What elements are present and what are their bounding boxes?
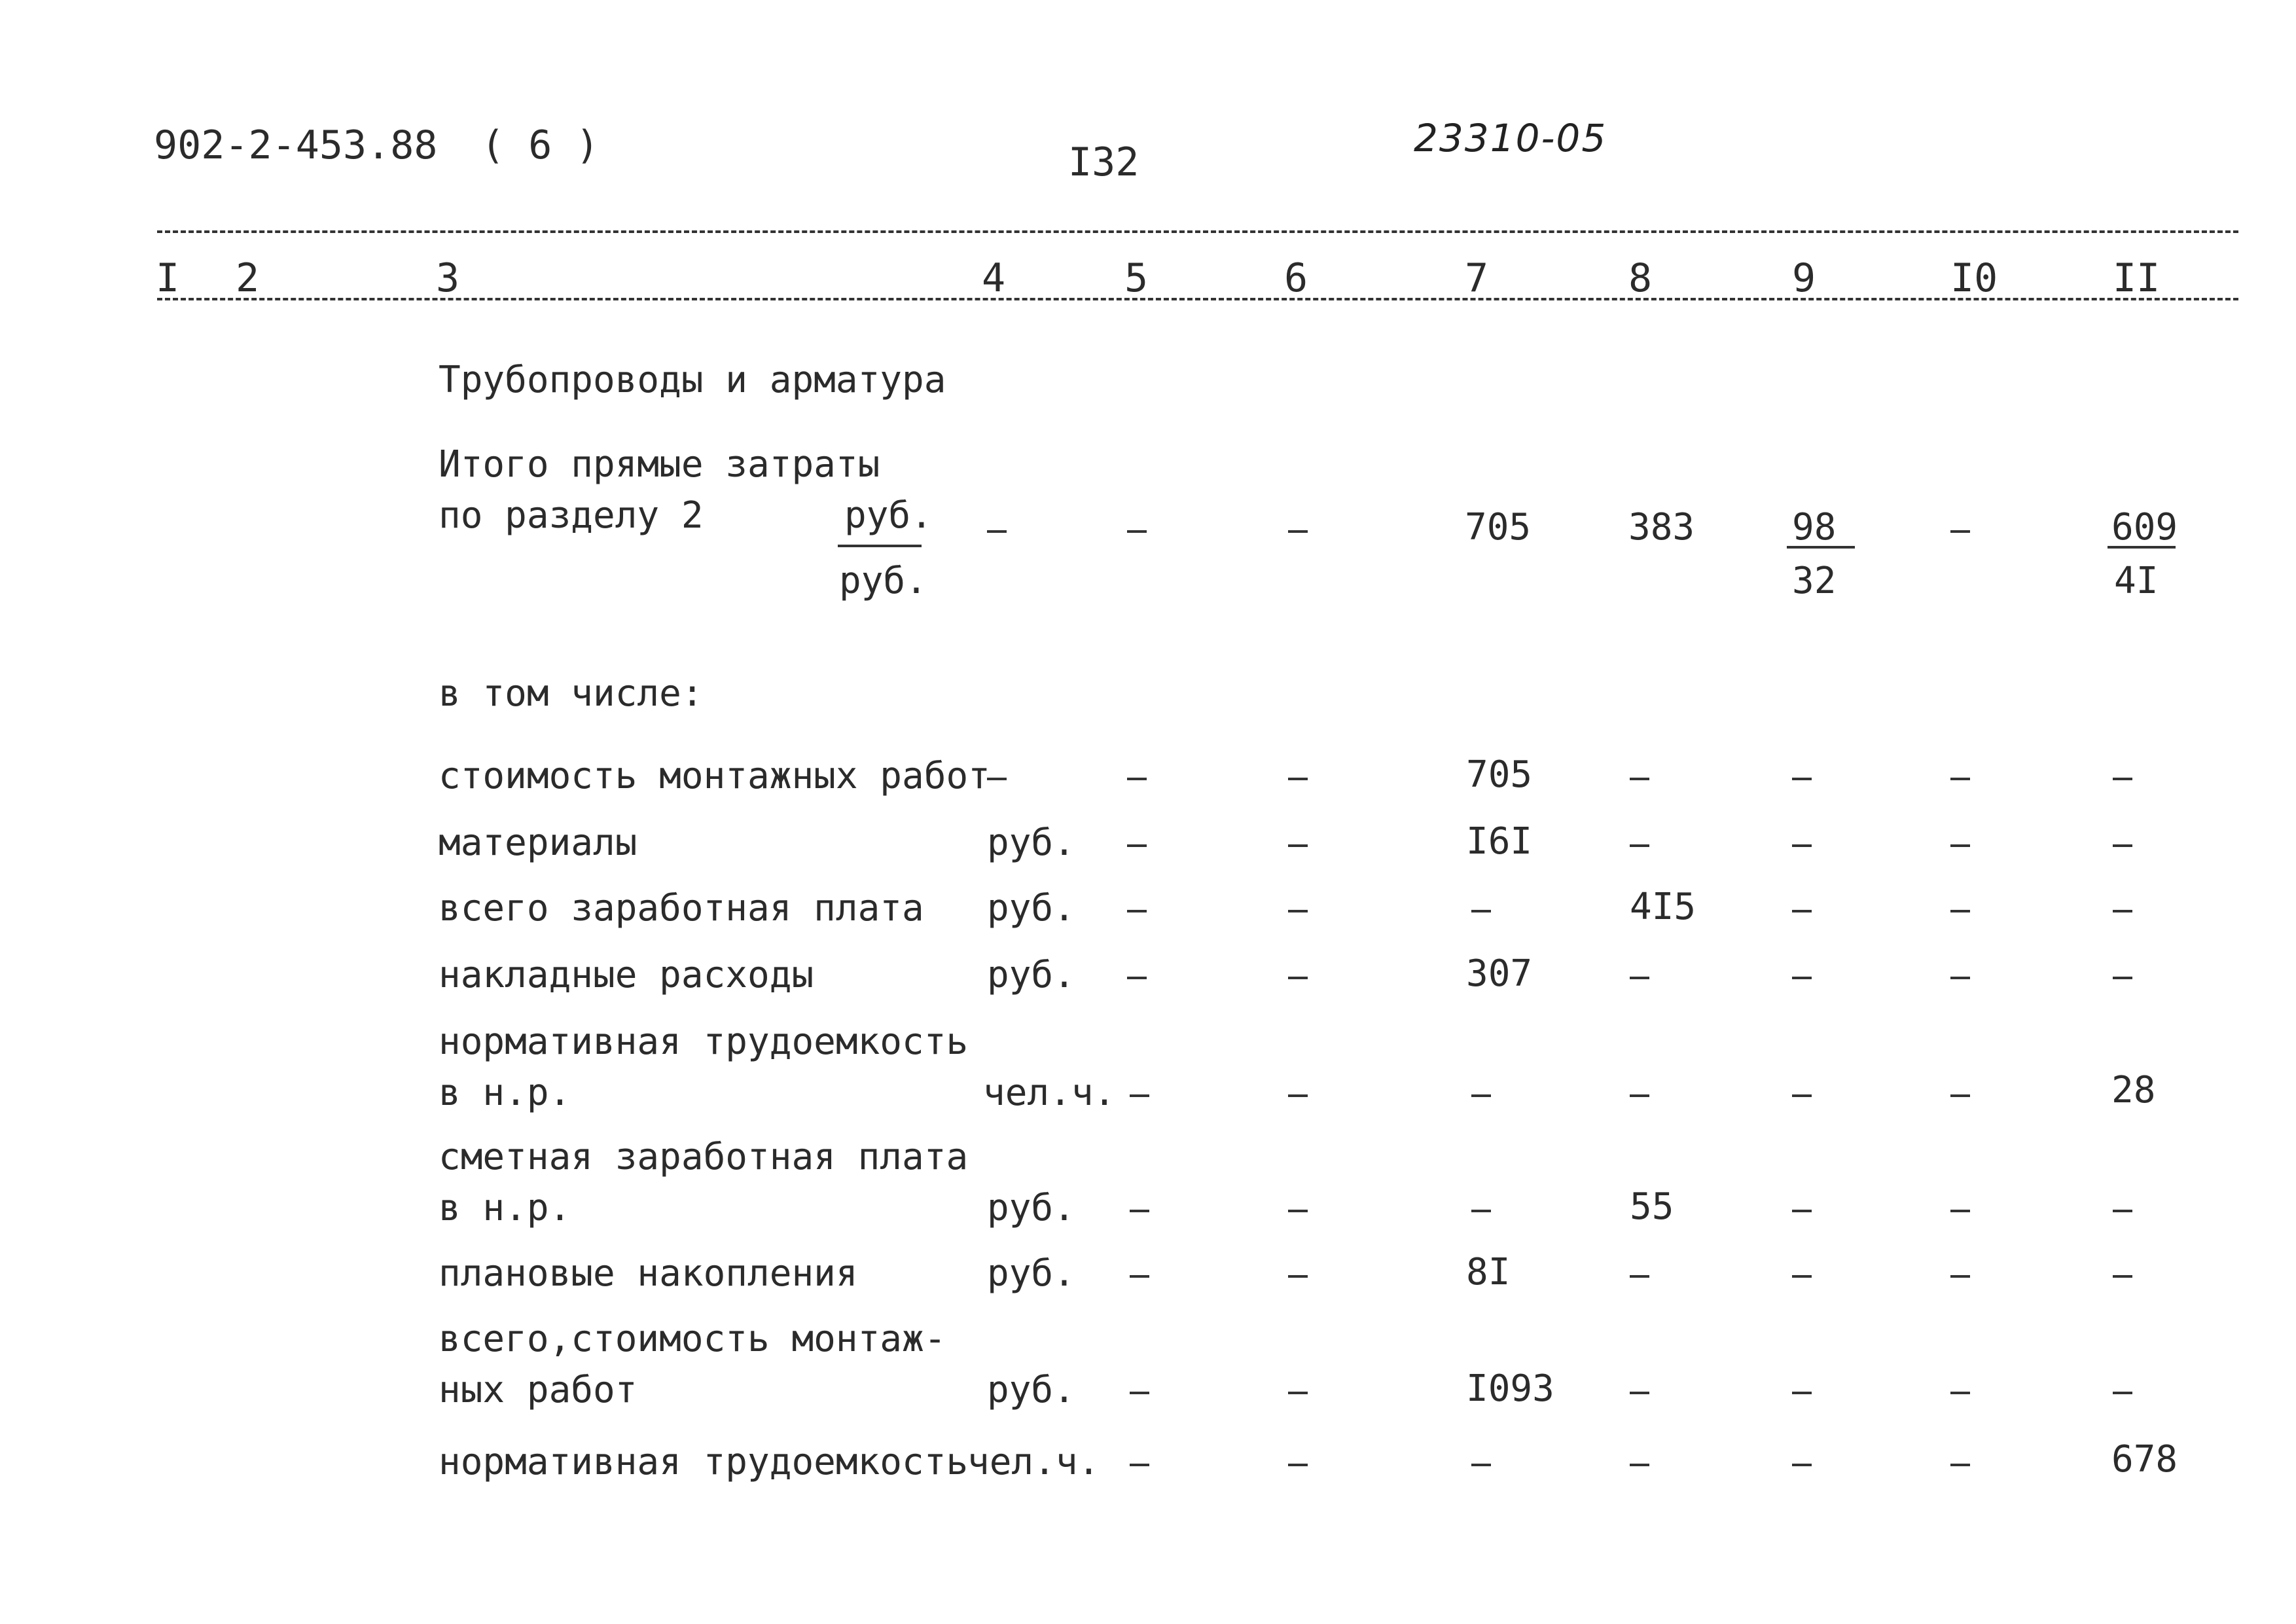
row-dash xyxy=(1127,844,1147,847)
row-dash xyxy=(2113,910,2132,912)
row-dash xyxy=(1950,1464,1970,1466)
row-dash xyxy=(1792,1392,1812,1394)
row-dash xyxy=(1792,1464,1812,1466)
row-dash xyxy=(1950,1392,1970,1394)
col-header-2: 2 xyxy=(236,255,260,301)
row-unit: руб. xyxy=(987,954,1075,996)
total-col8: 383 xyxy=(1628,506,1695,549)
row-label: стоимость монтажных работ xyxy=(439,755,990,797)
row-dash xyxy=(1630,778,1649,780)
row-unit: чел.ч. xyxy=(983,1072,1116,1114)
row-dash xyxy=(1792,910,1812,912)
row-col7: 8I xyxy=(1466,1251,1511,1293)
row-dash xyxy=(1950,910,1970,912)
row-dash xyxy=(1471,1210,1491,1212)
row-dash xyxy=(1130,1210,1149,1212)
row-dash xyxy=(1288,977,1308,979)
row-unit: руб. xyxy=(987,887,1075,929)
row-dash xyxy=(1950,977,1970,979)
row-dash xyxy=(1471,910,1491,912)
row-label: в н.р. xyxy=(439,1072,571,1114)
total-unit-fraction-bar xyxy=(838,545,922,547)
col-header-5: 5 xyxy=(1124,255,1149,301)
col-header-3: 3 xyxy=(436,255,460,301)
col-header-6: 6 xyxy=(1284,255,1308,301)
row-dash xyxy=(987,778,1007,780)
row-dash xyxy=(2113,1275,2132,1278)
row-dash xyxy=(1471,1094,1491,1097)
row-dash xyxy=(1130,1392,1149,1394)
including-label: в том числе: xyxy=(439,672,704,715)
row-label-line1: нормативная трудоемкость xyxy=(439,1020,969,1063)
row-dash xyxy=(1950,1094,1970,1097)
row-col11: 678 xyxy=(2111,1438,2178,1481)
col-header-8: 8 xyxy=(1628,255,1653,301)
row-col7: 307 xyxy=(1466,952,1533,995)
row-dash xyxy=(1288,844,1308,847)
row-col7: I093 xyxy=(1466,1367,1554,1410)
row-dash xyxy=(1130,1275,1149,1278)
total-col11-bottom: 4I xyxy=(2114,560,2159,602)
total-label-line2: по разделу 2 xyxy=(439,494,704,537)
row-col8: 55 xyxy=(1630,1185,1674,1228)
row-dash xyxy=(2113,1210,2132,1212)
col-header-1: I xyxy=(156,255,180,301)
row-dash xyxy=(1792,1094,1812,1097)
row-unit: руб. xyxy=(987,1187,1075,1229)
row-label: ных работ xyxy=(439,1369,637,1411)
handwritten-reference: 23310-05 xyxy=(1414,116,1607,160)
row-unit: руб. xyxy=(987,821,1075,864)
total-col11-top: 609 xyxy=(2111,506,2178,549)
row-dash xyxy=(1127,778,1147,780)
page-number: I32 xyxy=(1068,139,1139,185)
row-dash xyxy=(1288,1094,1308,1097)
row-dash xyxy=(1288,778,1308,780)
total-col7: 705 xyxy=(1465,506,1532,549)
total-col4-dash xyxy=(987,530,1007,533)
row-dash xyxy=(2113,977,2132,979)
row-dash xyxy=(1630,1464,1649,1466)
row-dash xyxy=(1130,1464,1149,1466)
col-header-4: 4 xyxy=(982,255,1006,301)
total-col6-dash xyxy=(1288,530,1308,533)
row-dash xyxy=(2113,844,2132,847)
row-dash xyxy=(1950,778,1970,780)
total-col10-dash xyxy=(1950,530,1970,533)
row-unit: руб. xyxy=(987,1369,1075,1411)
row-dash xyxy=(1127,910,1147,912)
row-dash xyxy=(1792,977,1812,979)
col-header-11: II xyxy=(2113,255,2161,301)
total-unit-top: руб. xyxy=(844,494,933,537)
row-dash xyxy=(1630,1392,1649,1394)
row-label: нормативная трудоемкость xyxy=(439,1441,969,1483)
col-header-7: 7 xyxy=(1465,255,1489,301)
row-label: плановые накопления xyxy=(439,1252,858,1295)
row-col8: 4I5 xyxy=(1630,886,1696,928)
document-part: ( 6 ) xyxy=(481,122,600,168)
total-col9-top: 98 xyxy=(1792,506,1837,549)
row-col7: I6I xyxy=(1466,820,1533,863)
row-dash xyxy=(1288,1392,1308,1394)
total-label-line1: Итого прямые затраты xyxy=(439,443,880,486)
row-dash xyxy=(1127,977,1147,979)
header-rule-bottom xyxy=(157,298,2238,300)
row-dash xyxy=(1471,1464,1491,1466)
row-dash xyxy=(1630,844,1649,847)
row-dash xyxy=(1630,1094,1649,1097)
row-col11: 28 xyxy=(2111,1069,2156,1111)
row-label-line1: всего,стоимость монтаж- xyxy=(439,1318,946,1360)
row-label: накладные расходы xyxy=(439,954,814,996)
row-label: материалы xyxy=(439,821,637,864)
row-dash xyxy=(1950,1275,1970,1278)
row-col7: 705 xyxy=(1466,753,1533,796)
row-dash xyxy=(1792,1210,1812,1212)
row-dash xyxy=(1130,1094,1149,1097)
row-dash xyxy=(2113,1392,2132,1394)
section-title: Трубопроводы и арматура xyxy=(439,359,946,401)
total-col9-fraction-bar xyxy=(1787,546,1855,549)
row-dash xyxy=(1288,910,1308,912)
total-col5-dash xyxy=(1127,530,1147,533)
row-unit: чел.ч. xyxy=(967,1441,1100,1483)
col-header-9: 9 xyxy=(1792,255,1816,301)
row-dash xyxy=(1792,844,1812,847)
row-dash xyxy=(1630,977,1649,979)
total-unit-bottom: руб. xyxy=(839,560,927,602)
row-dash xyxy=(1288,1275,1308,1278)
total-col11-fraction-bar xyxy=(2108,546,2176,549)
row-label-line1: сметная заработная плата xyxy=(439,1136,969,1178)
row-dash xyxy=(1950,1210,1970,1212)
row-dash xyxy=(1288,1464,1308,1466)
row-label: в н.р. xyxy=(439,1187,571,1229)
row-dash xyxy=(1792,1275,1812,1278)
row-label: всего заработная плата xyxy=(439,887,924,929)
row-dash xyxy=(1288,1210,1308,1212)
header-rule-top xyxy=(157,230,2238,233)
row-dash xyxy=(1792,778,1812,780)
total-col9-bottom: 32 xyxy=(1792,560,1837,602)
col-header-10: I0 xyxy=(1950,255,1998,301)
row-dash xyxy=(1630,1275,1649,1278)
row-dash xyxy=(2113,778,2132,780)
row-unit: руб. xyxy=(987,1252,1075,1295)
document-code: 902-2-453.88 xyxy=(154,122,438,168)
row-dash xyxy=(1950,844,1970,847)
